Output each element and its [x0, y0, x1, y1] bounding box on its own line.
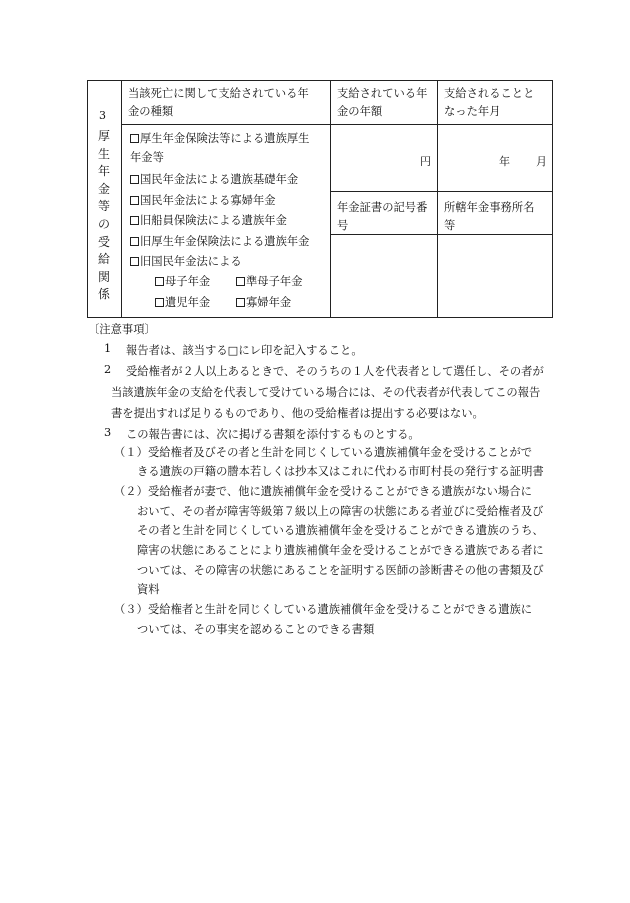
option-label: 旧厚生年金保険法による遺族年金	[140, 234, 310, 248]
note-text: この報告書には、次に掲げる書類を添付するものとする。	[126, 428, 420, 441]
divider	[330, 191, 552, 192]
option-label: 年金等	[130, 151, 164, 164]
sub-option-widow[interactable]	[236, 294, 291, 310]
option-old-national[interactable]	[130, 252, 330, 273]
option-label: 準母子年金	[246, 275, 303, 288]
subnote-text: ついては、その障害の状態にあることを証明する医師の診断書その他の書類及び	[137, 564, 544, 577]
section-number: 3	[99, 109, 106, 122]
yen-unit: 円	[420, 155, 431, 168]
note-number: 1	[104, 342, 112, 355]
header-text: 等	[444, 219, 456, 232]
subnote-text: その者と生計を同じくしている遺族補償年金を受けることができる遺族のうち、	[137, 524, 544, 537]
option-label: 遺児年金	[165, 296, 211, 309]
year-unit: 年	[499, 155, 510, 168]
option-old-seamen[interactable]	[130, 211, 330, 232]
checkbox[interactable]	[155, 298, 164, 307]
header-annual-amount	[337, 85, 427, 121]
subnote-text: きる遺族の戸籍の謄本若しくは抄本又はこれに代わる市町村長の発行する証明書	[137, 465, 544, 478]
note-text: 書を提出すれば足りるものであり、他の受給権者は提出する必要はない。	[111, 407, 484, 420]
subnote-text: 受給権者及びその者と生計を同じくしている遺族補償年金を受けることがで	[148, 446, 533, 459]
checkbox[interactable]	[155, 277, 164, 286]
note-number: 3	[104, 426, 112, 439]
header-text: 所轄年金事務所名	[444, 201, 535, 214]
header-text: なった年月	[444, 105, 501, 118]
checkbox[interactable]	[130, 175, 139, 184]
header-text: 金の種類	[128, 105, 174, 118]
option-employees-pension[interactable]	[130, 130, 330, 148]
note-number: 2	[104, 363, 112, 376]
note-text: 当該遺族年金の支給を代表して受けている場合には、その代表者が代表してこの報告	[111, 386, 541, 399]
header-certificate-number	[337, 199, 427, 235]
checkbox[interactable]	[130, 134, 139, 143]
option-label: 旧船員保険法による遺族年金	[140, 214, 287, 228]
header-text: 金の年額	[337, 105, 383, 118]
option-old-employees[interactable]	[130, 232, 330, 253]
sub-option-mother-child[interactable]	[155, 273, 210, 289]
checkbox[interactable]	[130, 216, 139, 225]
month-unit: 月	[536, 155, 547, 168]
subnote-number: （１）	[114, 446, 148, 459]
subnote-number: （２）	[114, 485, 148, 498]
header-pension-office	[444, 199, 534, 235]
subnote-text: ついては、その事実を認めることのできる書類	[137, 623, 375, 636]
checkbox[interactable]	[130, 237, 139, 246]
option-employees-pension-cont	[130, 148, 330, 170]
checkbox[interactable]	[130, 196, 139, 205]
sub-option-orphan[interactable]	[155, 294, 210, 310]
option-label: 国民年金法による寡婦年金	[140, 193, 276, 207]
option-national-basic-survivor[interactable]	[130, 170, 330, 191]
header-start-date	[444, 85, 534, 121]
checkbox[interactable]	[236, 298, 245, 307]
subnote-text: おいて、その者が障害等級第７級以上の障害の状態にある者並びに受給権者及び	[137, 505, 544, 518]
divider	[121, 81, 122, 317]
subnote-text: 資料	[137, 583, 160, 596]
header-text: 当該死亡に関して支給されている年	[128, 87, 309, 100]
subnote-number: （３）	[114, 603, 148, 616]
note-text: 報告者は、該当する□にレ印を記入すること。	[126, 344, 363, 357]
header-pension-type	[128, 85, 309, 121]
checkbox[interactable]	[236, 277, 245, 286]
option-label: 母子年金	[165, 275, 211, 288]
section-label	[88, 81, 121, 317]
sub-option-quasi-mother-child[interactable]	[236, 273, 303, 289]
section-title: 厚生年金等の受給関係	[98, 129, 111, 302]
header-text: 支給されている年	[337, 87, 428, 100]
option-national-widow[interactable]	[130, 191, 330, 212]
divider	[330, 81, 331, 317]
subnote-text: 障害の状態にあることにより遺族補償年金を受けることができる遺族である者に	[137, 544, 544, 557]
note-text: 受給権者が２人以上あるときで、そのうちの１人を代表者として選任し、その者が	[126, 365, 544, 378]
pension-relation-table	[87, 80, 553, 318]
notes-heading: 〔注意事項〕	[88, 323, 156, 336]
option-label: 旧国民年金法による	[140, 255, 242, 269]
divider	[121, 124, 552, 125]
subnote-text: 受給権者と生計を同じくしている遺族補償年金を受けることができる遺族に	[148, 603, 533, 616]
checkbox[interactable]	[130, 257, 139, 266]
subnote-text: 受給権者が妻で、他に遺族補償年金を受けることができる遺族がない場合に	[148, 485, 532, 498]
pension-type-options	[130, 130, 330, 273]
header-text: 支給されることと	[444, 87, 535, 100]
option-label: 国民年金法による遺族基礎年金	[140, 173, 299, 186]
header-text: 年金証書の記号番	[337, 201, 428, 214]
option-label: 寡婦年金	[246, 296, 292, 309]
option-label: 厚生年金保険法等による遺族厚生	[140, 132, 310, 145]
divider	[437, 81, 438, 317]
header-text: 号	[337, 219, 349, 232]
